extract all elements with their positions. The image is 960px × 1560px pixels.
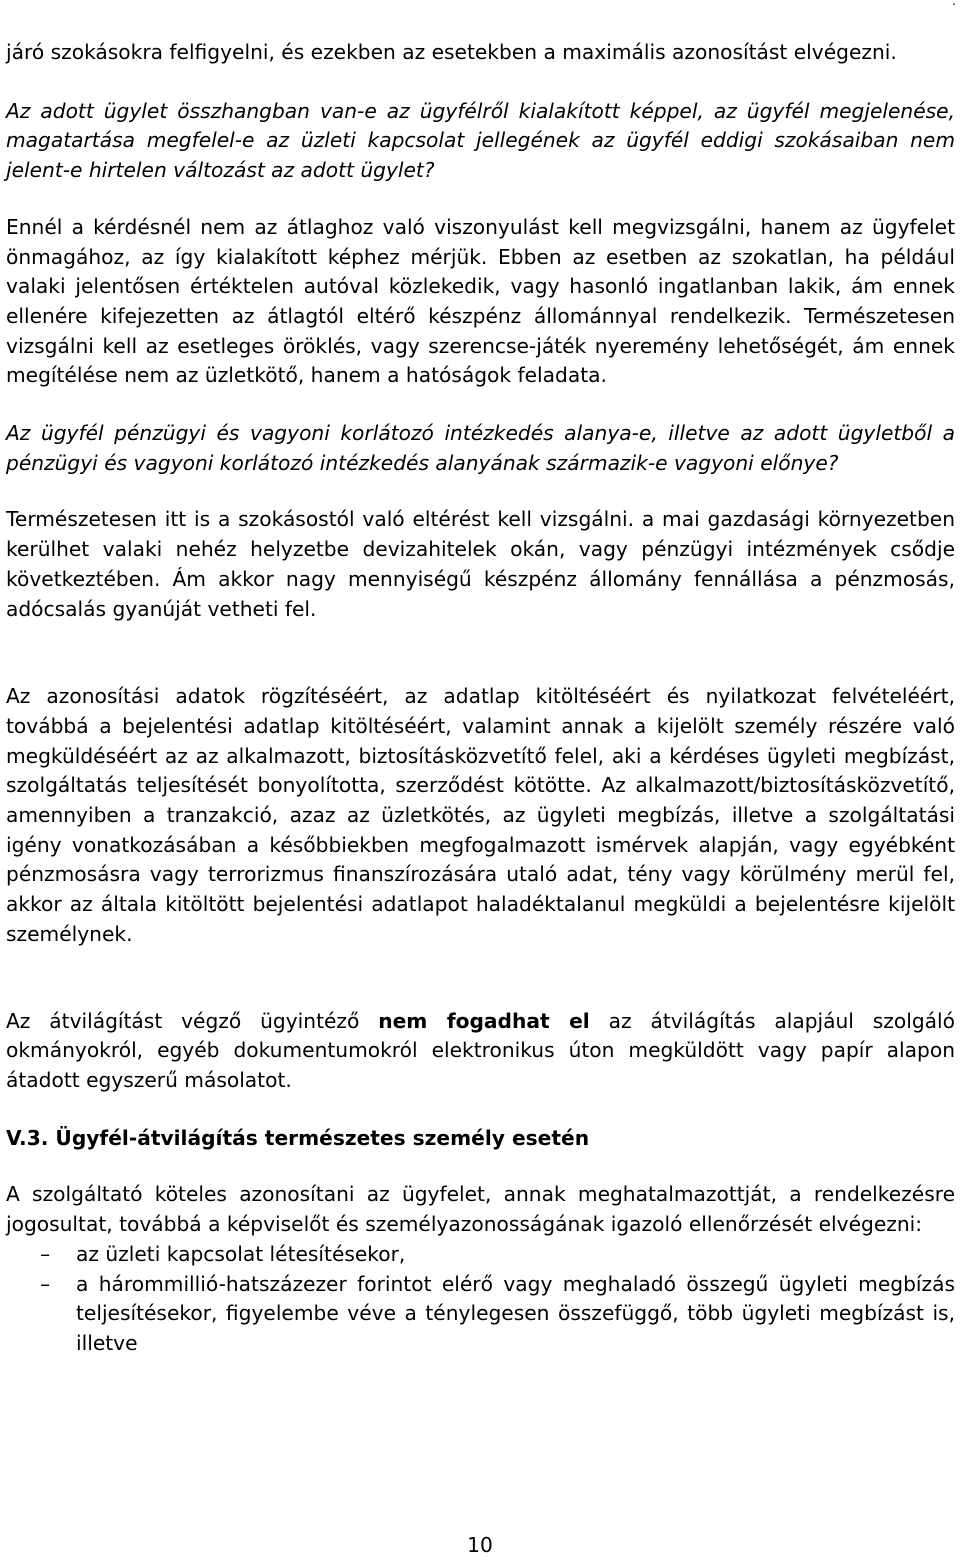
paragraph-7 [6, 1007, 955, 1096]
dash-list [6, 1240, 955, 1359]
paragraph-6: Az azonosítási adatok rögzítéséért, az adatlap kitöltéséért és nyilatkozat felvételéért, továbbá a bejelentési adatlap kitöltéséért, valamint annak a kijelölt személy részére való megküldéséért az az alkalmazott, biztosításközvetítő felel, aki a kérdéses ügyleti megbízást, szolgáltatás teljesítését bonyolította, szerződést kötötte. Az alkalmazott/biztosításközvetítő, amennyiben a tranzakció, azaz az üzletkötés, az ügyleti megbízás, illetve a szolgáltatási igény vonatkozásában a későbbiekben megfogalmazott ismérvek alapján, vagy egyébként pénzmosásra vagy terrorizmus finanszírozására utaló adat, tény vagy körülmény merül fel, akkor az általa kitöltött bejelentési adatlapot haladéktalanul megküldi a bejelentésre kijelölt személynek. [6, 684, 955, 946]
paragraph-7-text-before: Az átvilágítást végző ügyintéző [6, 1008, 379, 1033]
document-page [6, 38, 955, 1359]
paragraph-8: A szolgáltató köteles azonosítani az ügyfelet, annak meghatalmazottját, a rendelkezésre jogosultat, továbbá a képviselőt és személyazonosságának igazoló ellenőrzését elvégezni: [6, 1182, 955, 1237]
question-paragraph-1: Az adott ügylet összhangban van-e az ügyfélről kialakított képpel, az ügyfél megjelenése, magatartása megfelel-e az üzleti kapcsolat jellegének az ügyfél eddigi szokásaiban nem jelent-e hirtelen változást az adott ügylet? [6, 98, 955, 183]
list-item-text: a hárommillió-hatszázezer forintot elérő vagy meghaladó összegű ügyleti megbízás teljesítésekor, figyelembe véve a ténylegesen összefüggő, több ügyleti megbízást is, illetve [76, 1271, 955, 1355]
list-item [6, 1240, 955, 1270]
paragraph-3: Ennél a kérdésnél nem az átlaghoz való viszonyulást kell megvizsgálni, hanem az ügyfelet önmagához, az így kialakított képhez mérjük. Ebben az esetben az szokatlan, ha például valaki jelentősen értéktelen autóval közlekedik, vagy hasonló ingatlanban lakik, ám ennek ellenére kifejezetten az átlagtól eltérő készpénz állománnyal rendelkezik. Természetesen vizsgálni kell az esetleges öröklés, vagy szerencse-játék nyeremény lehetőségét, ám ennek megítélése nem az üzletkötő, hanem a hatóságok feladata. [6, 214, 955, 388]
page-number: 10 [467, 1533, 493, 1557]
corner-mark: . [952, 0, 956, 8]
dash-bullet-icon: – [40, 1271, 51, 1296]
paragraph-7-text-after: az átvilágítás alapjául szolgáló okmányokról, egyéb dokumentumokról elektronikus úton megküldött vagy papír alapon átadott egyszerű másolatot. [6, 1008, 955, 1092]
question-paragraph-2: Az ügyfél pénzügyi és vagyoni korlátozó intézkedés alanya-e, illetve az adott ügyletből a pénzügyi és vagyoni korlátozó intézkedés alanyának származik-e vagyoni előnye? [6, 421, 955, 475]
section-heading: V.3. Ügyfél-átvilágítás természetes személy esetén [6, 1125, 590, 1150]
list-item-text: az üzleti kapcsolat létesítésekor, [76, 1241, 406, 1266]
emphasis-not-accept: nem fogadhat el [378, 1008, 590, 1033]
list-item [6, 1270, 955, 1359]
paragraph-5: Természetesen itt is a szokásostól való eltérést kell vizsgálni. a mai gazdasági környezetben kerülhet valaki nehéz helyzetbe devizahitelek okán, vagy pénzügyi intézmények csődje következtében. Ám akkor nagy mennyiségű készpénz állomány fennállása a pénzmosás, adócsalás gyanúját vetheti fel. [6, 507, 955, 621]
dash-bullet-icon: – [40, 1241, 51, 1266]
paragraph-1: járó szokásokra felfigyelni, és ezekben az esetekben a maximális azonosítást elvégezni. [6, 40, 897, 64]
